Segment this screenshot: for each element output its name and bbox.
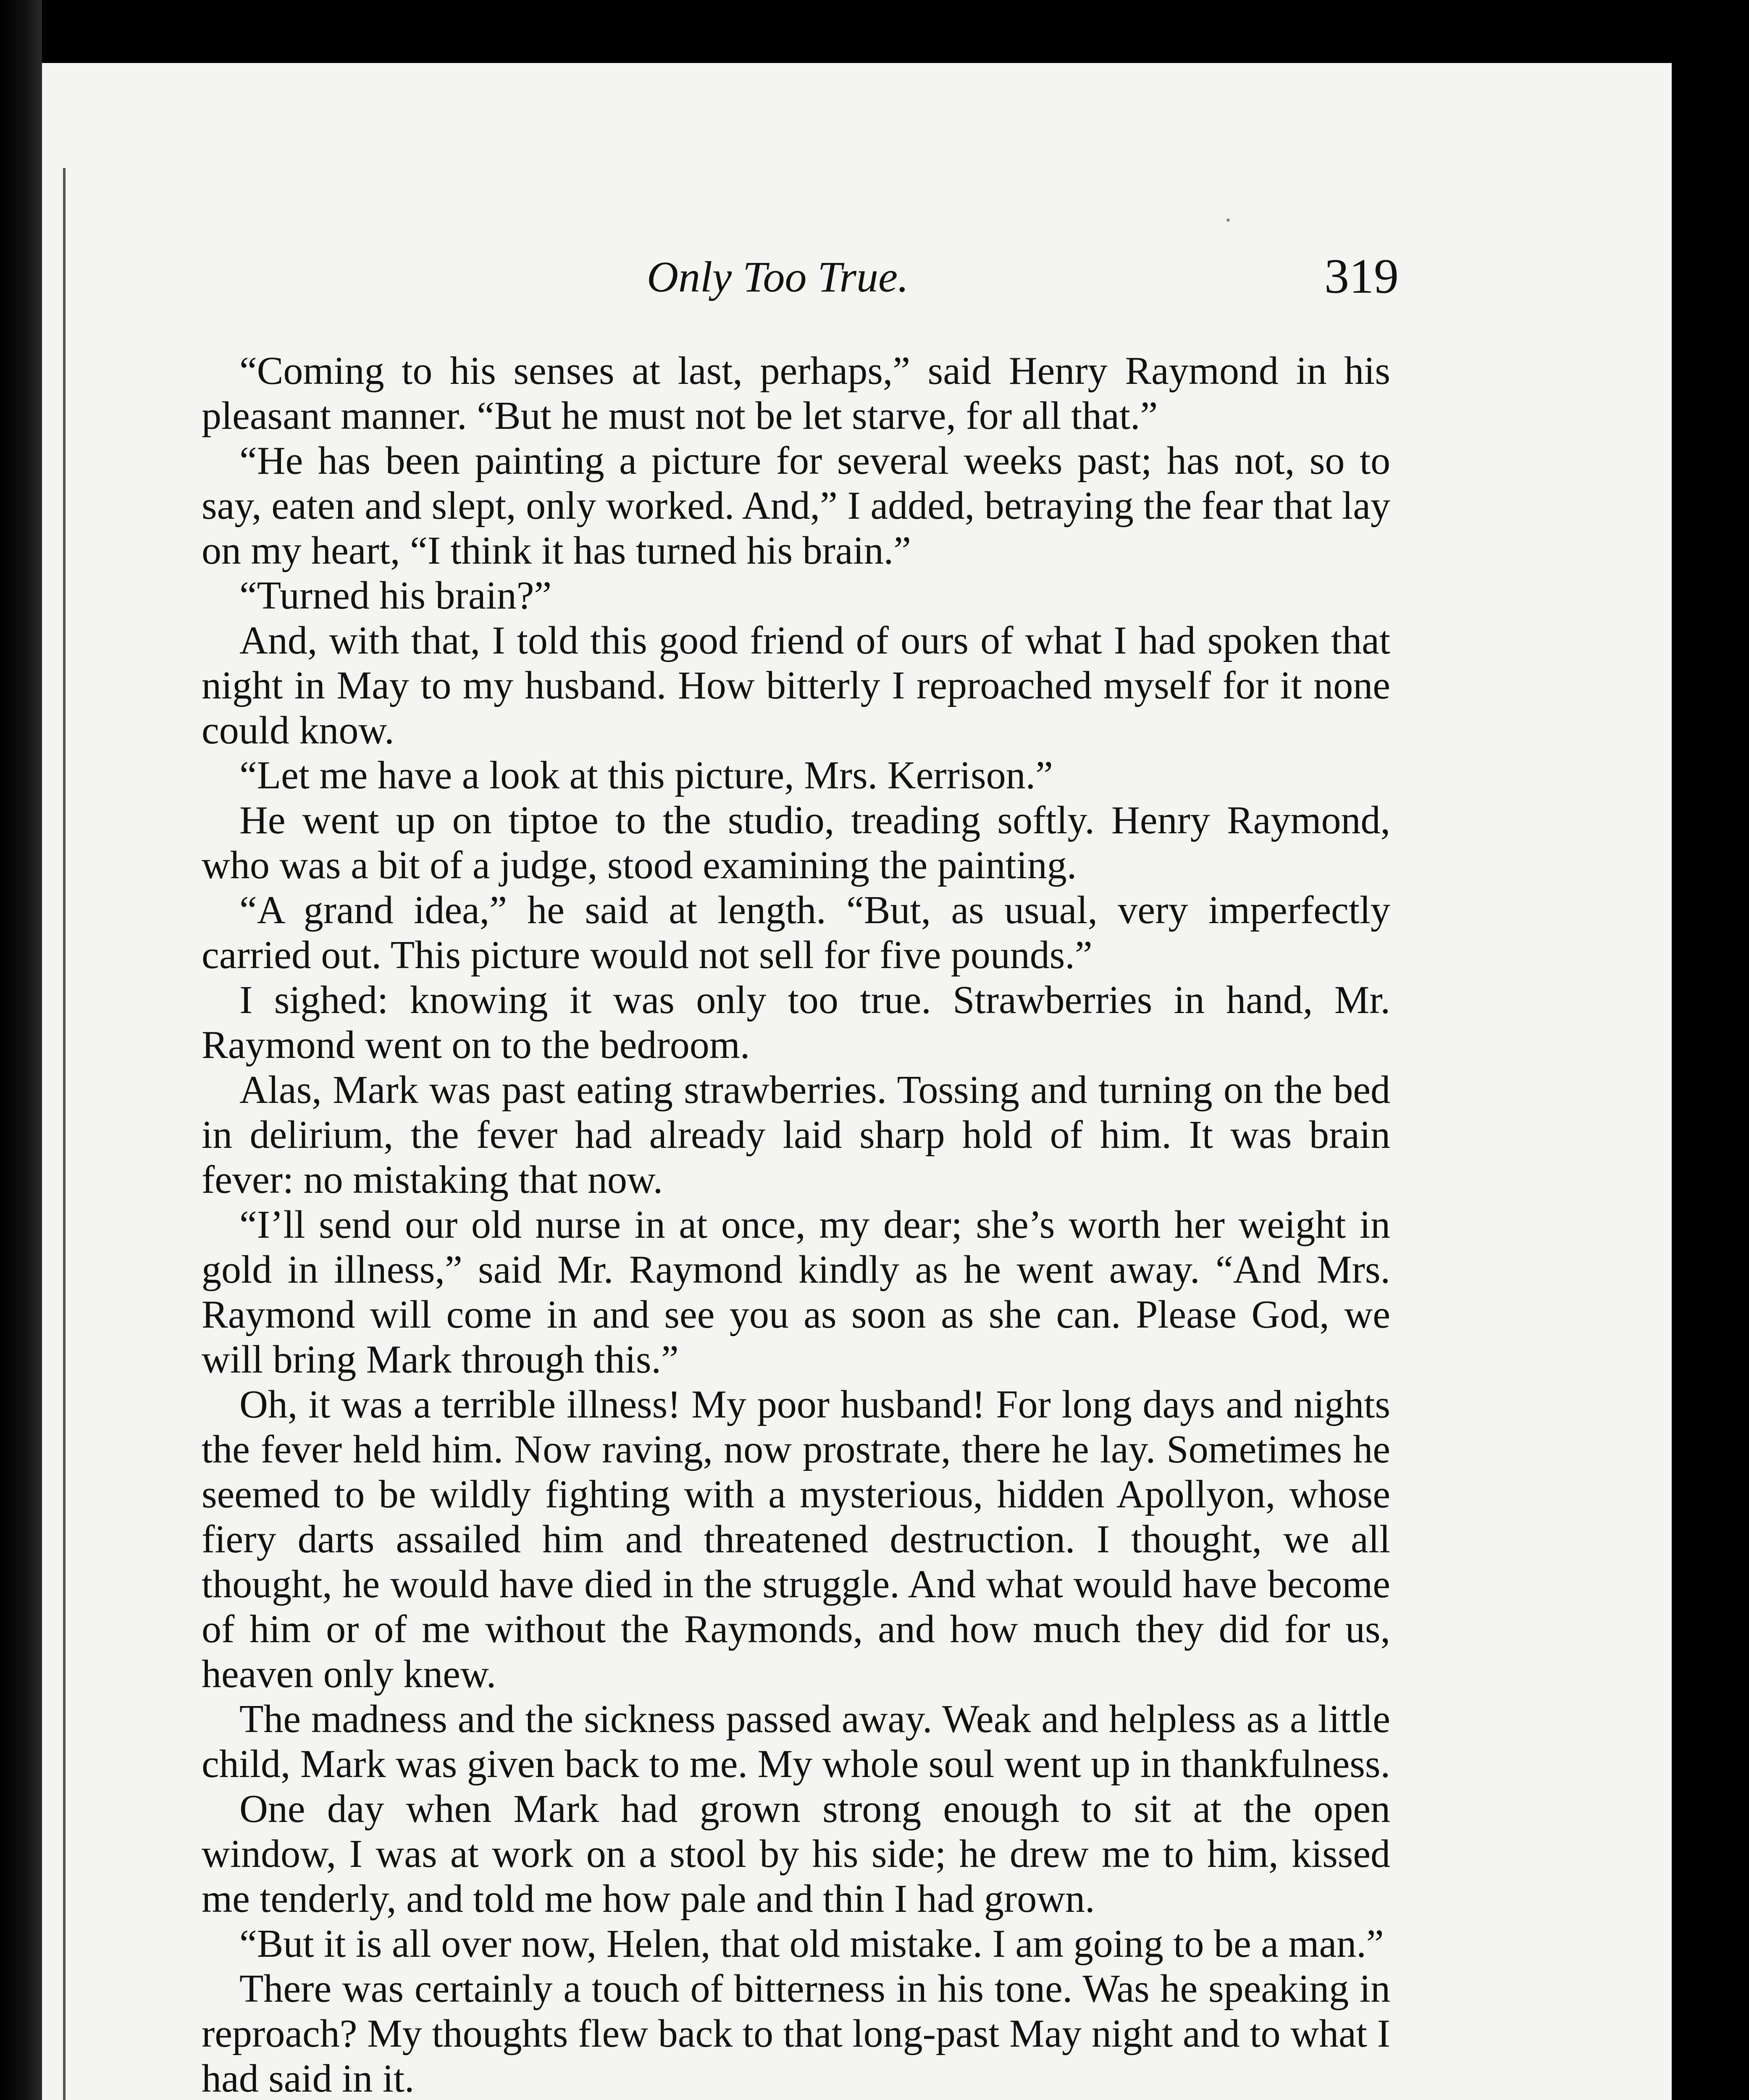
page-number: 319 — [1324, 249, 1399, 304]
scan-speck — [1226, 218, 1230, 222]
binding-shadow — [0, 0, 42, 2100]
paragraph: “He has been painting a picture for several weeks past; has not, so to say, eaten and slept, only worked. And,” I added, betraying the fear that lay on my heart, “I think it has turned his brain.” — [202, 439, 1390, 572]
paragraph: “But it is all over now, Helen, that old mistake. I am going to be a man.” — [239, 1922, 1384, 1966]
paragraph: I sighed: knowing it was only too true. Strawberries in hand, Mr. Raymond went on to the bedroom. — [202, 978, 1390, 1067]
paragraph: Alas, Mark was past eating strawberries. Tossing and turning on the bed in delirium, the fever had already laid sharp hold of him. It was brain fever: no mistaking that now. — [202, 1068, 1390, 1202]
paragraph: “I’ll send our old nurse in at once, my dear; she’s worth her weight in gold in illness,” said Mr. Raymond kindly as he went away. “And Mrs. Raymond will come in and see you as soon as she can. Please God, we will bring Mark through this.” — [202, 1203, 1390, 1381]
paragraph: There was certainly a touch of bitterness in his tone. Was he speaking in reproach? My thoughts flew back to that long-past May night and to what I had said in it. — [202, 1967, 1390, 2100]
paragraph: Oh, it was a terrible illness! My poor husband! For long days and nights the fever held him. Now raving, now prostrate, there he lay. Sometimes he seemed to be wildly fighting with a mysterious, hidden Apollyon, whose fiery darts assailed him and threatened destruction. I thought, we all thought, he would have died in the struggle. And what would have become of him or of me without the Raymonds, and how much they did for us, heaven only knew. — [202, 1383, 1390, 1696]
gutter-line — [63, 168, 66, 2100]
running-title: Only Too True. — [647, 253, 909, 301]
paragraph: “Coming to his senses at last, perhaps,” said Henry Raymond in his pleasant manner. “But he must not be let starve, for all that.” — [202, 349, 1390, 438]
paragraph: One day when Mark had grown strong enough to sit at the open window, I was at work on a stool by his side; he drew me to him, kissed me tenderly, and told me how pale and thin I had grown. — [202, 1787, 1390, 1921]
paragraph: And, with that, I told this good friend of ours of what I had spoken that night in May to my husband. How bitterly I reproached myself for it none could know. — [202, 619, 1390, 752]
paragraph: He went up on tiptoe to the studio, treading softly. Henry Raymond, who was a bit of a judge, stood examining the painting. — [202, 798, 1390, 887]
body-text — [202, 349, 1390, 2100]
paragraph: “Turned his brain?” — [239, 574, 552, 617]
running-head — [202, 235, 1399, 319]
paragraph: “Let me have a look at this picture, Mrs. Kerrison.” — [239, 753, 1053, 797]
paragraph: “A grand idea,” he said at length. “But, as usual, very imperfectly carried out. This picture would not sell for five pounds.” — [202, 888, 1390, 977]
paragraph: The madness and the sickness passed away. Weak and helpless as a little child, Mark was given back to me. My whole soul went up in thankfulness. — [202, 1697, 1390, 1786]
scan-border — [1672, 0, 1749, 2100]
